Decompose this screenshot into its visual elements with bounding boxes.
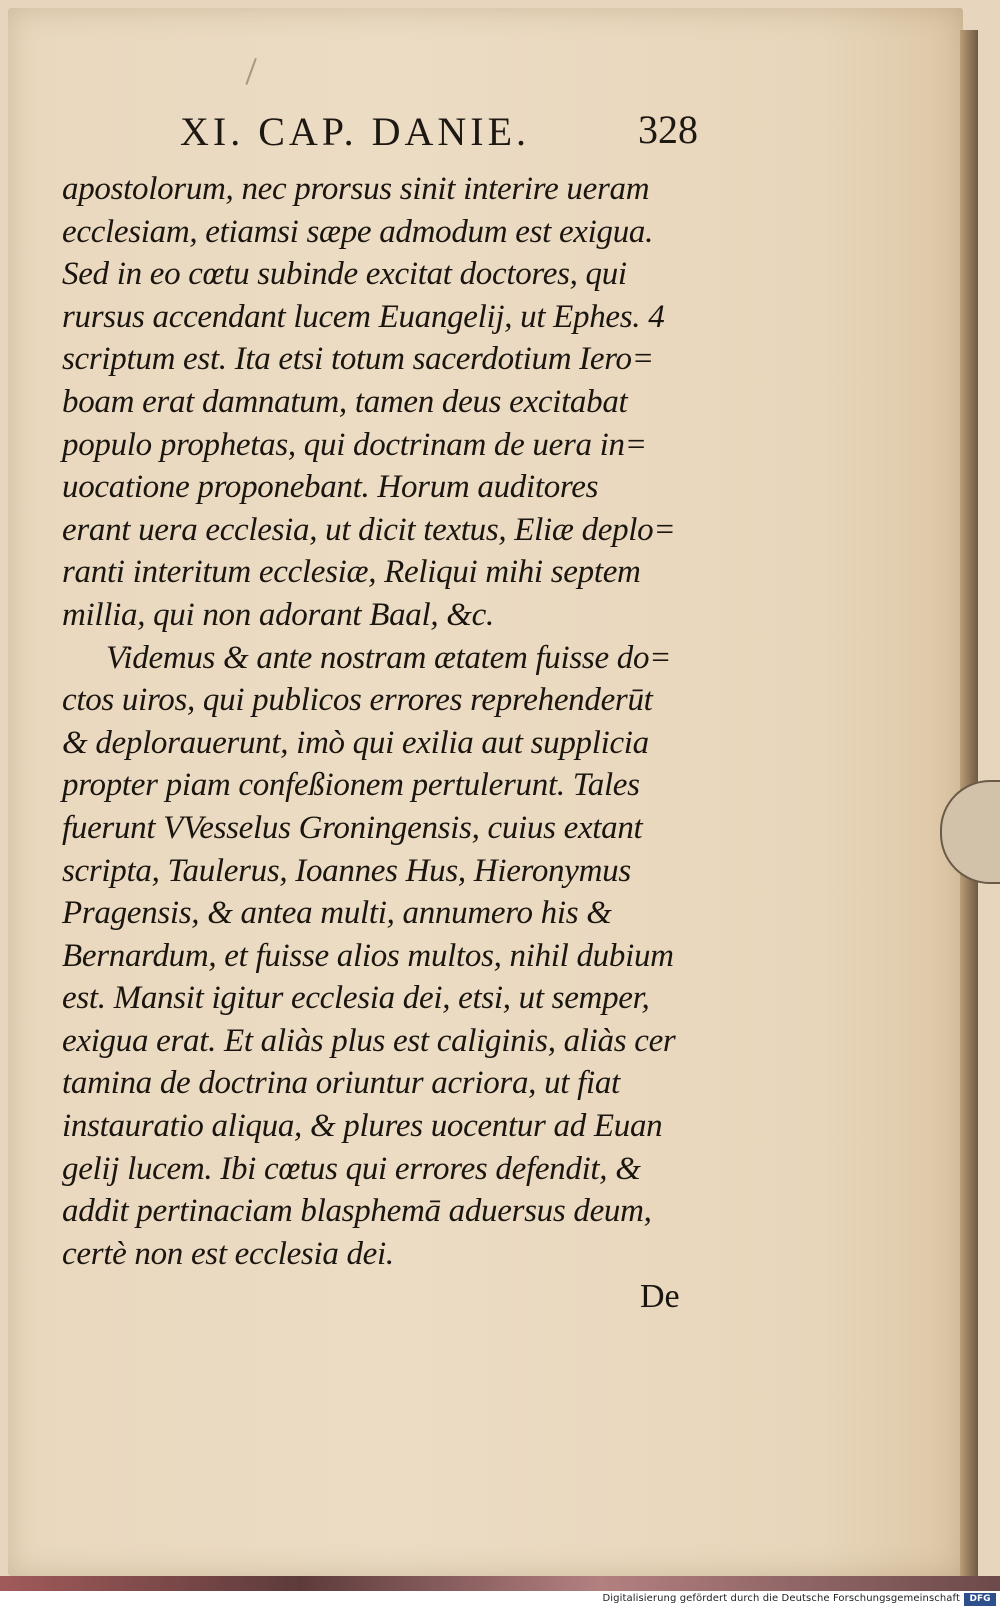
text-line: ctos uiros, qui publicos errores reprehenderūt [62,682,653,719]
text-line: propter piam confeßionem pertulerunt. Tales [62,767,640,804]
text-line: exigua erat. Et aliàs plus est caliginis, aliàs cer [62,1022,676,1059]
text-line: ranti interitum ecclesiæ, Reliqui mihi septem [62,554,641,591]
text-line: erant uera ecclesia, ut dicit textus, Eliæ deplo= [62,511,676,548]
text-line: tamina de doctrina oriuntur acriora, ut fiat [62,1065,620,1102]
text-line: gelij lucem. Ibi cœtus qui errores defendit, & [62,1150,641,1187]
text-line: Pragensis, & antea multi, annumero his & [62,895,612,932]
text-line: Sed in eo cœtu subinde excitat doctores, qui [62,256,627,293]
text-line: ecclesiam, etiamsi sæpe admodum est exigua. [62,213,654,250]
dfg-logo: DFG [964,1593,996,1606]
page-number: 328 [638,107,698,152]
body-text [62,168,702,1275]
text-line: addit pertinaciam blasphemā aduersus deum, [62,1193,652,1230]
text-line: certè non est ecclesia dei. [62,1235,394,1272]
text-line: populo prophetas, qui doctrinam de uera in= [62,426,647,463]
text-line: instauratio aliqua, & plures uocentur ad Euan [62,1108,663,1145]
text-line: scriptum est. Ita etsi totum sacerdotium Iero= [62,341,654,378]
marbled-edge [0,1576,1000,1591]
text-line: Videmus & ante nostram ætatem fuisse do= [106,639,672,676]
text-line: millia, qui non adorant Baal, &c. [62,596,494,633]
text-line: uocatione proponebant. Horum auditores [62,469,599,506]
text-line: boam erat damnatum, tamen deus excitabat [62,383,628,420]
text-line: Bernardum, et fuisse alios multos, nihil dubium [62,937,674,974]
text-line: apostolorum, nec prorsus sinit interire ueram [62,171,650,207]
text-line: scripta, Taulerus, Ioannes Hus, Hieronymus [62,852,631,889]
footer-bar [0,1591,1000,1609]
text-line: rursus accendant lucem Euangelij, ut Ephes. 4 [62,298,665,335]
footer-credit: Digitalisierung gefördert durch die Deutsche Forschungsgemeinschaft [602,1593,960,1604]
catchword: De [640,1278,680,1315]
running-title: XI. CAP. DANIE. [180,109,530,154]
text-line: & deplorauerunt, imò qui exilia aut supplicia [62,724,649,761]
text-line: fuerunt VVesselus Groningensis, cuius extant [62,809,643,846]
text-line: est. Mansit igitur ecclesia dei, etsi, ut semper, [62,980,650,1017]
